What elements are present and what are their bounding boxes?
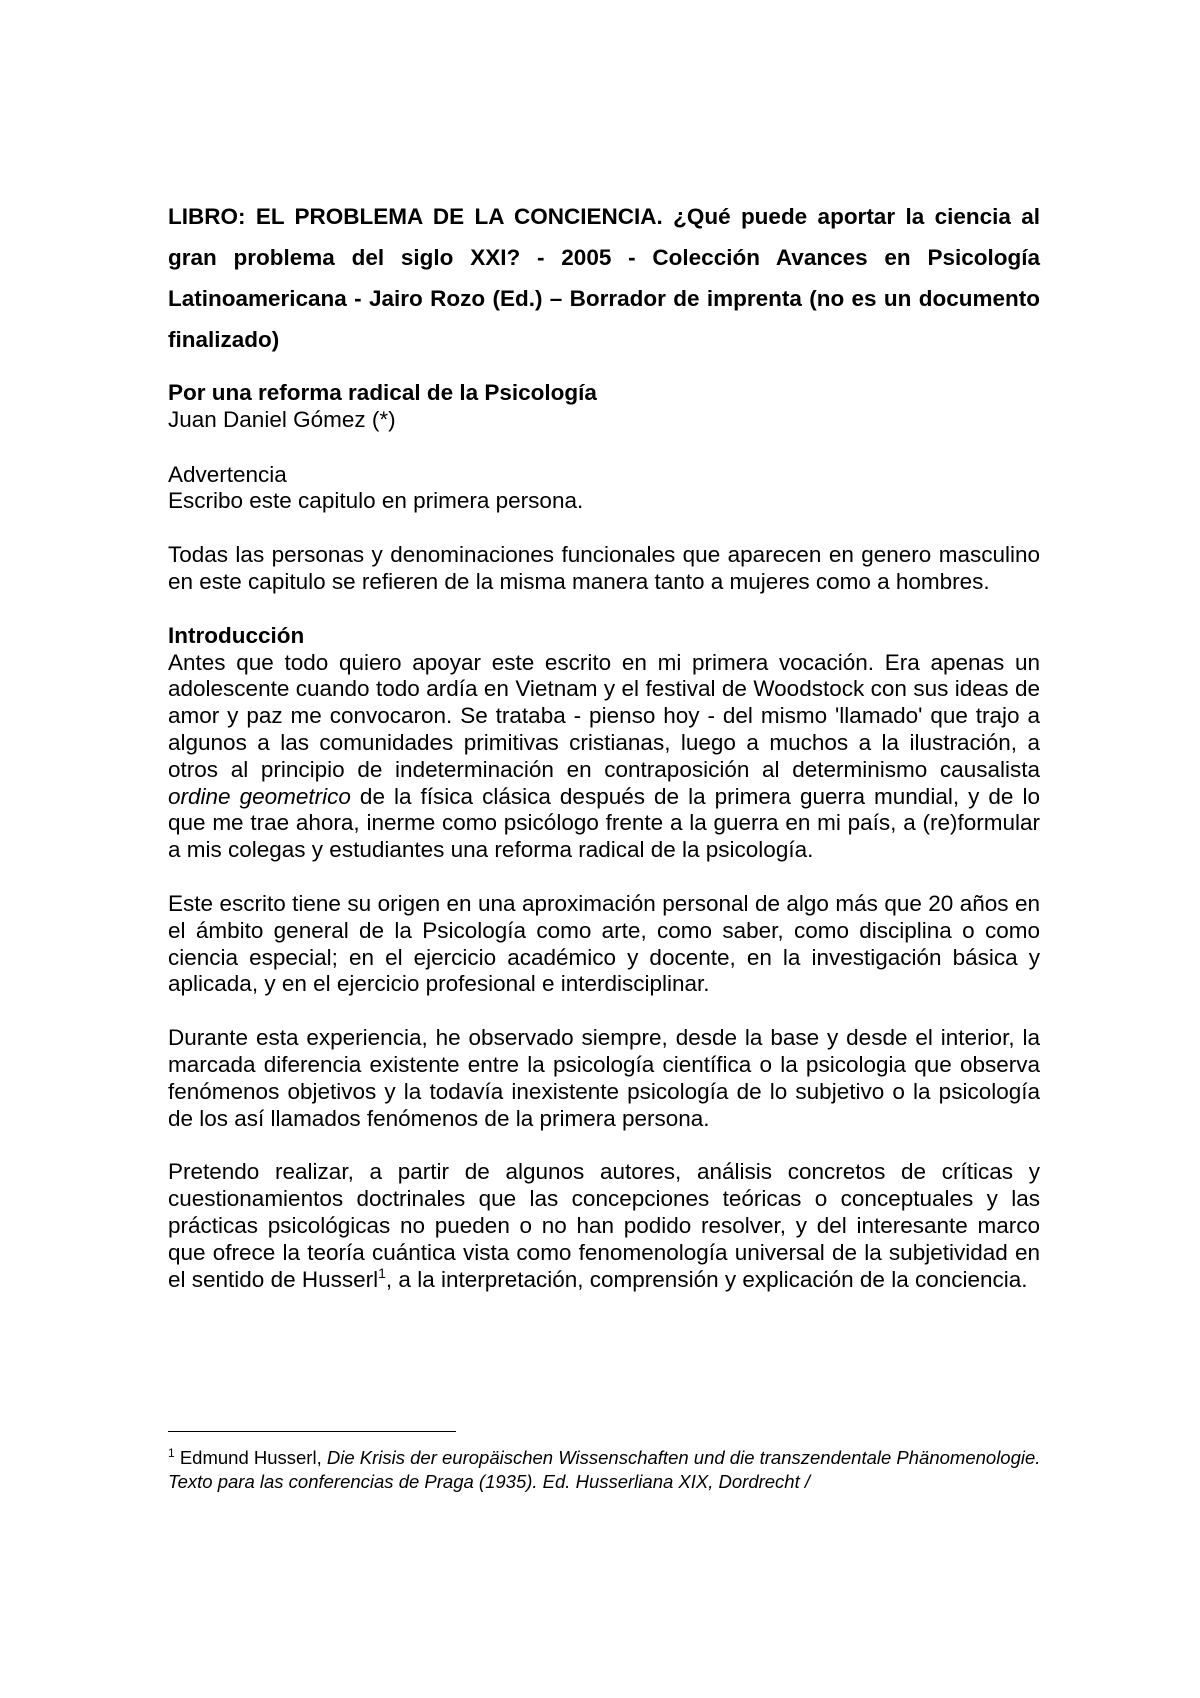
book-header: LIBRO: EL PROBLEMA DE LA CONCIENCIA. ¿Qué puede aportar la ciencia al gran problema del siglo XXI? - 2005 - Colección Avances en Psicología Latinoamericana - Jairo Rozo (Ed.) – Borrador de imprenta (no es un documento finalizado) xyxy=(168,204,1040,352)
footnote-author: Edmund Husserl, xyxy=(179,1447,327,1468)
introduction-paragraph-4 xyxy=(168,1159,1040,1293)
chapter-author: Juan Daniel Gómez (*) xyxy=(168,406,396,432)
italic-phrase: ordine geometrico xyxy=(168,783,351,809)
footnote-citation: Die Krisis der europäischen Wissenschaften und die transzendentale Phänomenologie. Texto para las conferencias de Praga (1935). Ed. Husserliana XIX, Dordrecht / xyxy=(168,1447,1041,1492)
paragraph-text: , a la interpretación, comprensión y explicación de la conciencia. xyxy=(385,1266,1028,1292)
document-page xyxy=(168,196,1040,1320)
introduction-heading: Introducción xyxy=(168,622,305,648)
notice-title: Advertencia xyxy=(168,461,287,487)
introduction-paragraph-1 xyxy=(168,650,1040,864)
footnote-number: 1 xyxy=(168,1446,175,1460)
notice-text: Escribo este capitulo en primera persona. xyxy=(168,488,584,514)
gender-note-paragraph: Todas las personas y denominaciones funcionales que aparecen en genero masculino en este capitulo se refieren de la misma manera tanto a mujeres como a hombres. xyxy=(168,542,1040,594)
paragraph-text: de la física clásica después de la primera guerra mundial, y de lo que me trae ahora, inerme como psicólogo frente a la guerra en mi país, a (re)formular a mis colegas y estudiantes una reforma radical de la psicología. xyxy=(168,783,1040,863)
paragraph-text: Pretendo realizar, a partir de algunos autores, análisis concretos de críticas y cuestionamientos doctrinales que las concepciones teóricas o conceptuales y las prácticas psicológicas no pueden o no han podido resolver, y del interesante marco que ofrece la teoría cuántica vista como fenomenología universal de la subjetividad en el sentido de Husserl xyxy=(168,1159,1040,1292)
introduction-paragraph-2: Este escrito tiene su origen en una aproximación personal de algo más que 20 años en el ámbito general de la Psicología como arte, como saber, como disciplina o como ciencia especial; en el ejercicio académico y docente, en la investigación básica y aplicada, y en el ejercicio profesional e interdisciplinar. xyxy=(168,890,1040,997)
footnote-separator xyxy=(168,1431,456,1432)
chapter-title: Por una reforma radical de la Psicología xyxy=(168,380,597,405)
introduction-paragraph-3: Durante esta experiencia, he observado siempre, desde la base y desde el interior, la marcada diferencia existente entre la psicología científica o la psicologia que observa fenómenos objetivos y la todavía inexistente psicología de lo subjetivo o la psicología de los así llamados fenómenos de la primera persona. xyxy=(168,1025,1040,1131)
footnote xyxy=(168,1446,1048,1493)
footnote-reference[interactable]: 1 xyxy=(378,1264,386,1281)
paragraph-text: Antes que todo quiero apoyar este escrito en mi primera vocación. Era apenas un adolescente cuando todo ardía en Vietnam y el festival de Woodstock con sus ideas de amor y paz me convocaron. Se trataba - pienso hoy - del mismo 'llamado' que trajo a algunos a las comunidades primitivas cristianas, luego a muchos a la ilustración, a otros al principio de indeterminación en contraposición al determinismo causalista xyxy=(168,649,1040,782)
